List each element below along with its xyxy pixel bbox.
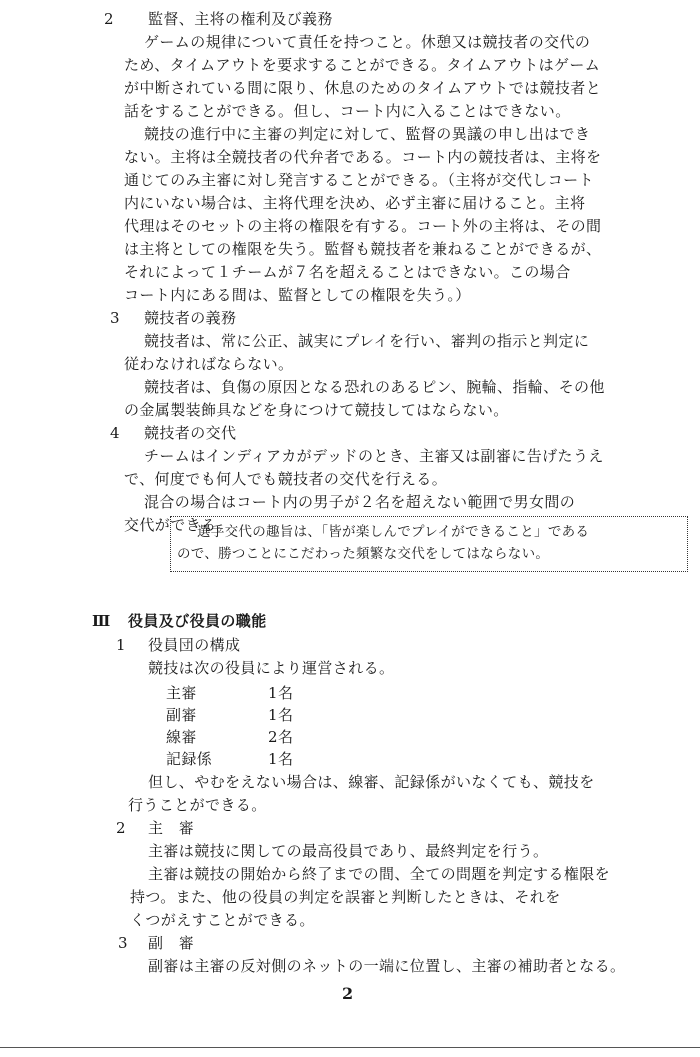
paragraph-line: ため、タイムアウトを要求することができる。タイムアウトはゲーム <box>124 56 601 74</box>
official-role: 線審 <box>166 728 197 746</box>
paragraph-line: で、何度でも何人でも競技者の交代を行える。 <box>124 470 448 488</box>
bottom-rule <box>0 1047 700 1048</box>
paragraph-line: 混合の場合はコート内の男子が２名を超えない範囲で男女間の <box>144 493 576 511</box>
section-3-number: 3 <box>110 309 120 327</box>
paragraph-line: 主審は競技に関しての最高役員であり、最終判定を行う。 <box>148 842 549 860</box>
paragraph-line: 代理はそのセットの主将の権限を有する。コート外の主将は、その間 <box>124 217 602 235</box>
paragraph-line: 競技の進行中に主審の判定に対して、監督の異議の申し出はでき <box>144 125 591 143</box>
paragraph-line: 通じてのみ主審に対し発言することができる。（主将が交代しコート <box>124 171 594 189</box>
paragraph-line: ゲームの規律について責任を持つこと。休憩又は競技者の交代の <box>144 33 591 51</box>
official-role: 記録係 <box>166 750 213 768</box>
subsection-3-heading: 副 審 <box>148 934 195 952</box>
official-count: 1名 <box>268 706 294 724</box>
paragraph-line: 副審は主審の反対側のネットの一端に位置し、主審の補助者となる。 <box>148 957 626 975</box>
paragraph-line: ない。主将は全競技者の代弁者である。コート内の競技者は、主将を <box>124 148 602 166</box>
official-count: 1名 <box>268 684 294 702</box>
paragraph-line: 競技は次の役員により運営される。 <box>148 659 395 677</box>
official-role: 副審 <box>166 706 197 724</box>
section-2-number: 2 <box>104 10 114 28</box>
section-2-heading: 監督、主将の権利及び義務 <box>148 10 333 28</box>
subsection-3-number: 3 <box>118 934 128 952</box>
paragraph-line: の金属製装飾具などを身につけて競技してはならない。 <box>124 401 509 419</box>
paragraph-line: 持つ。また、他の役員の判定を誤審と判断したときは、それを <box>130 888 561 906</box>
chapter-number: Ⅲ <box>92 612 111 630</box>
paragraph-line: チームはインディアカがデッドのとき、主審又は副審に告げたうえ <box>144 447 604 465</box>
paragraph-line: 従わなければならない。 <box>124 355 294 373</box>
paragraph-line: コート内にある間は、監督としての権限を失う。） <box>124 286 471 304</box>
paragraph-line: 交代ができる。 <box>124 516 232 534</box>
paragraph-line: 行うことができる。 <box>128 796 267 814</box>
paragraph-line: 但し、やむをえない場合は、線審、記録係がいなくても、競技を <box>148 773 595 791</box>
note-line: 選手交代の趣旨は、「皆が楽しんでプレイができること」である <box>197 524 590 540</box>
paragraph-line: が中断されている間に限り、休息のためのタイムアウトでは競技者と <box>124 79 602 97</box>
official-role: 主審 <box>166 684 197 702</box>
paragraph-line: は主将としての権限を失う。監督も競技者を兼ねることができるが、 <box>124 240 602 258</box>
paragraph-line: 内にいない場合は、主将代理を決め、必ず主審に届けること。主将 <box>124 194 586 212</box>
chapter-title: 役員及び役員の職能 <box>128 612 267 630</box>
subsection-1-heading: 役員団の構成 <box>148 636 241 654</box>
section-3-heading: 競技者の義務 <box>144 309 237 327</box>
paragraph-line: 主審は競技の開始から終了までの間、全ての問題を判定する権限を <box>148 865 611 883</box>
paragraph-line: 競技者は、負傷の原因となる恐れのあるピン、腕輪、指輪、その他 <box>144 378 605 396</box>
paragraph-line: くつがえすことができる。 <box>130 911 315 929</box>
subsection-1-number: 1 <box>116 636 126 654</box>
paragraph-line: それによって１チームが７名を超えることはできない。この場合 <box>124 263 571 281</box>
page-number: 2 <box>342 984 354 1003</box>
section-4-number: 4 <box>110 424 120 442</box>
note-box <box>170 516 688 572</box>
paragraph-line: 競技者は、常に公正、誠実にプレイを行い、審判の指示と判定に <box>144 332 590 350</box>
official-count: 2名 <box>268 728 294 746</box>
paragraph-line: 話をすることができる。但し、コート内に入ることはできない。 <box>124 102 571 120</box>
subsection-2-heading: 主 審 <box>148 819 195 837</box>
section-4-heading: 競技者の交代 <box>144 424 237 442</box>
subsection-2-number: 2 <box>116 819 126 837</box>
note-line: ので、勝つことにこだわった頻繁な交代をしてはならない。 <box>177 546 550 562</box>
official-count: 1名 <box>268 750 294 768</box>
